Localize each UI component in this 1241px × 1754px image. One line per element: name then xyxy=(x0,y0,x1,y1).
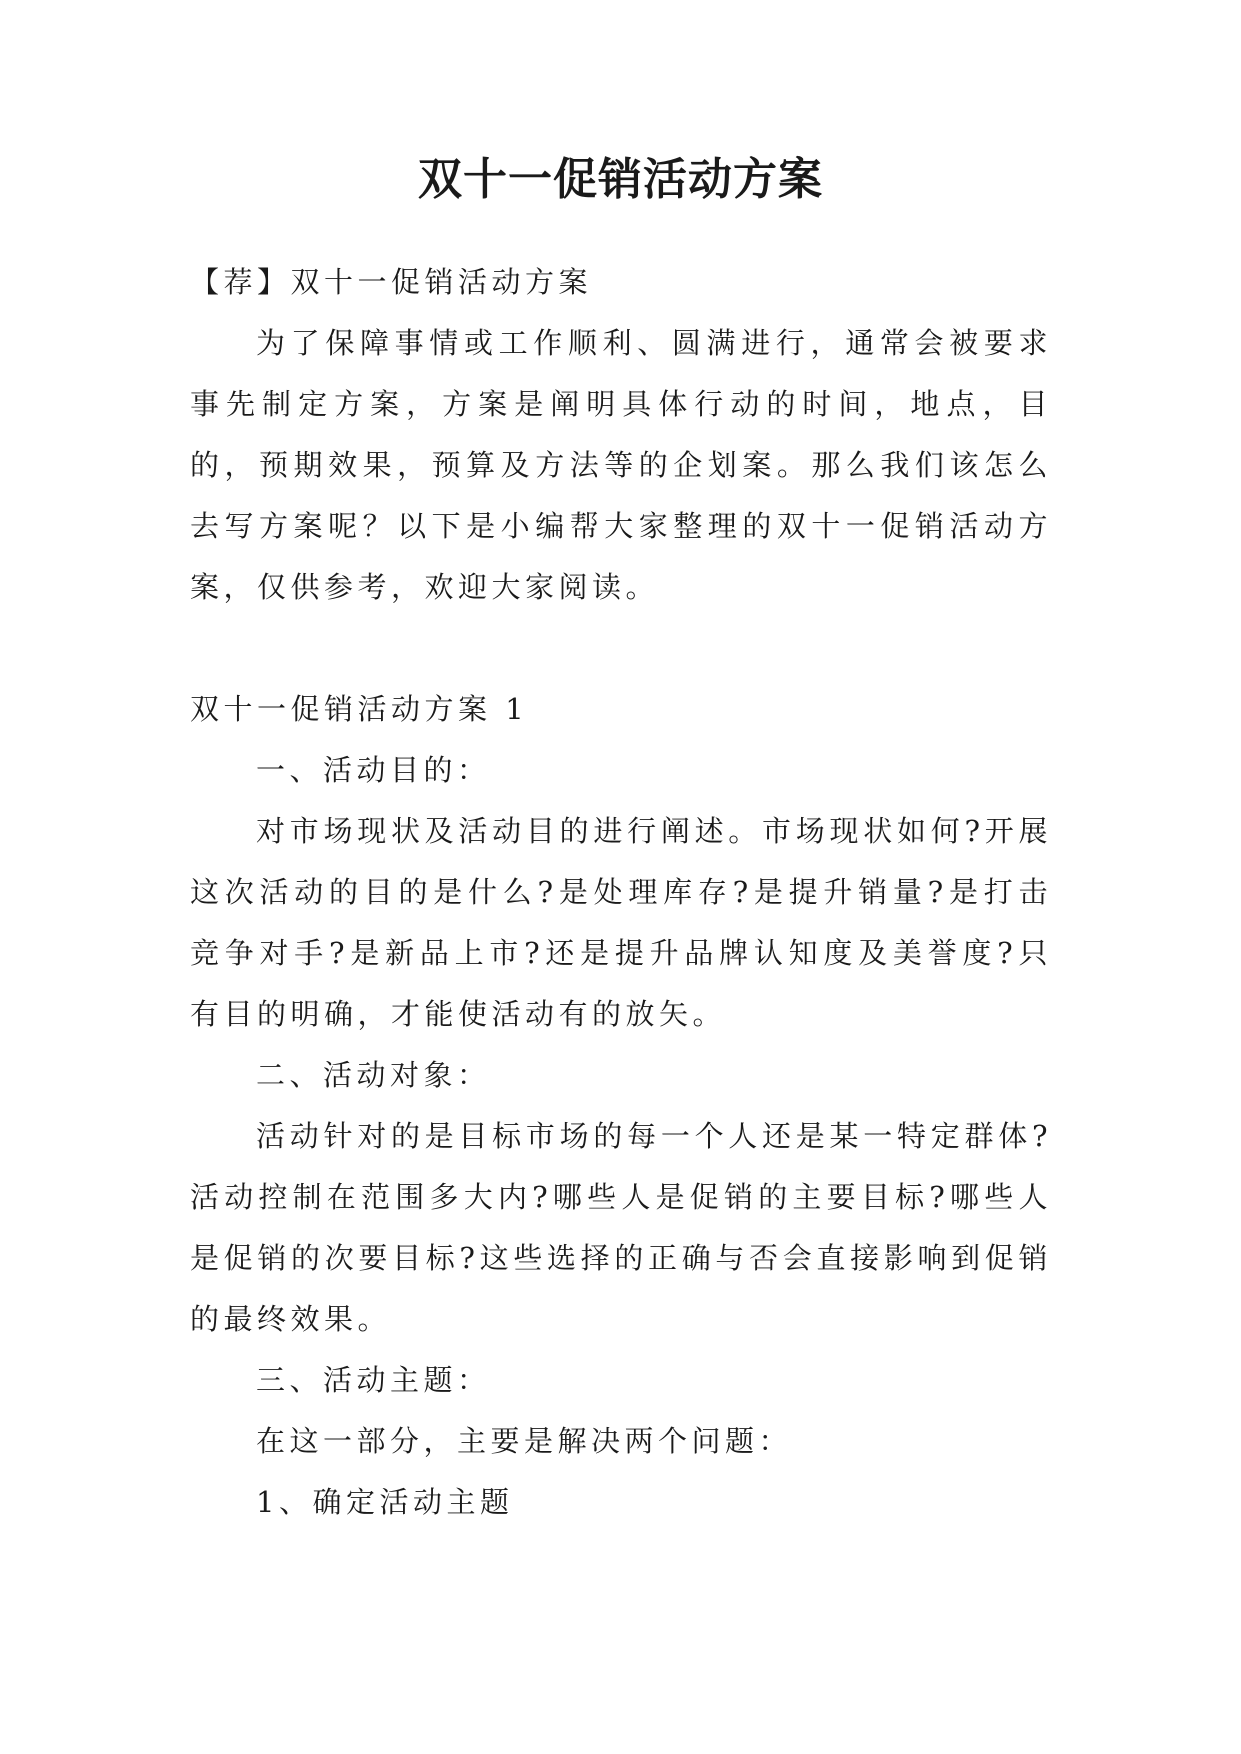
document-subtitle: 【荐】双十一促销活动方案 xyxy=(190,265,593,299)
heading-activity-target: 二、活动对象： xyxy=(256,1058,491,1092)
list-item-theme-1: 1、确定活动主题 xyxy=(256,1485,514,1519)
heading-activity-theme: 三、活动主题： xyxy=(256,1363,491,1397)
document-title: 双十一促销活动方案 xyxy=(418,154,823,205)
paragraph-activity-theme: 在这一部分，主要是解决两个问题： xyxy=(256,1424,793,1458)
heading-activity-goal: 一、活动目的： xyxy=(256,753,491,787)
section-heading: 双十一促销活动方案 1 xyxy=(190,692,529,726)
paragraph-activity-goal: 对市场现状及活动目的进行阐述。市场现状如何?开展这次活动的目的是什么?是处理库存?是提升销量?是打击竞争对手?是新品上市?还是提升品牌认知度及美誉度?只有目的明确，才能使活动有的放矢。 xyxy=(190,814,1052,1031)
paragraph-activity-target: 活动针对的是目标市场的每一个人还是某一特定群体?活动控制在范围多大内?哪些人是促销的主要目标?哪些人是促销的次要目标?这些选择的正确与否会直接影响到促销的最终效果。 xyxy=(190,1119,1052,1336)
intro-paragraph: 为了保障事情或工作顺利、圆满进行，通常会被要求事先制定方案，方案是阐明具体行动的时间，地点，目的，预期效果，预算及方法等的企划案。那么我们该怎么去写方案呢？以下是小编帮大家整理的双十一促销活动方案，仅供参考，欢迎大家阅读。 xyxy=(190,326,1052,604)
